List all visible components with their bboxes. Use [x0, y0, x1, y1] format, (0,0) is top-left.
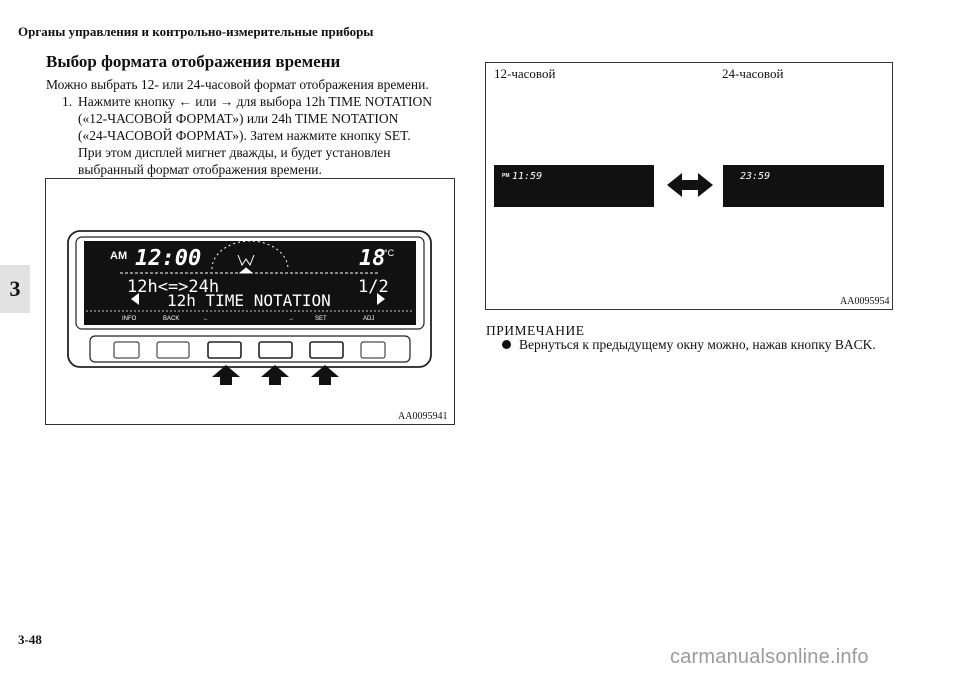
- time-12h: 11:59: [512, 171, 543, 182]
- button-set: [310, 342, 343, 358]
- figure-display-unit: [45, 178, 455, 425]
- note-item: [502, 337, 876, 353]
- button-info: [114, 342, 139, 358]
- softkey-label: ADJ: [363, 316, 375, 322]
- step-line: («12-ЧАСОВОЙ ФОРМАТ») или 24h TIME NOTATION: [78, 111, 399, 126]
- button-left: [208, 342, 241, 358]
- running-header: Органы управления и контрольно-измерительные приборы: [18, 24, 374, 39]
- step-line: При этом дисплей мигнет дважды, и будет установлен: [78, 145, 391, 160]
- figure-time-format: [485, 62, 893, 310]
- watermark: carmanualsonline.info: [670, 646, 869, 668]
- time-format-illustration: [486, 63, 892, 309]
- figure-code: AA0095941: [398, 411, 448, 422]
- label-12h: 12-часовой: [494, 66, 556, 81]
- page-number: 3-48: [18, 632, 42, 647]
- display-unit-illustration: [46, 179, 454, 424]
- softkey-label: INFO: [122, 316, 137, 322]
- chapter-number: 3: [9, 276, 21, 301]
- arrow-up-icon: [261, 365, 289, 385]
- softkey-label: SET: [315, 316, 327, 322]
- temp-unit: °C: [384, 248, 395, 258]
- softkey-label: →: [288, 316, 294, 322]
- arrow-up-icon: [311, 365, 339, 385]
- note-text: Вернуться к предыдущему окну можно, нажав кнопку BACK.: [519, 337, 876, 352]
- label-24h: 24-часовой: [722, 66, 784, 81]
- figure-code: AA0095954: [840, 296, 890, 307]
- softkey-label: ←: [203, 316, 209, 322]
- section-intro: Можно выбрать 12- или 24-часовой формат отображения времени.: [46, 77, 429, 92]
- chapter-tab: [0, 265, 30, 313]
- softkey-label: BACK: [163, 316, 180, 322]
- section-title: Выбор формата отображения времени: [46, 52, 341, 71]
- note-heading: ПРИМЕЧАНИЕ: [486, 323, 585, 338]
- step-text: [78, 93, 458, 178]
- button-adj: [361, 342, 385, 358]
- step-line: выбранный формат отображения времени.: [78, 162, 322, 177]
- step-line: («24-ЧАСОВОЙ ФОРМАТ»). Затем нажмите кнопку SET.: [78, 128, 411, 143]
- row1-right: 1/2: [358, 277, 389, 297]
- bullet-icon: [502, 340, 511, 349]
- row1-left: 12h<=>24h: [127, 277, 220, 297]
- pm-label: PM: [502, 173, 510, 179]
- temperature-readout: 18: [359, 246, 386, 271]
- time-24h: 23:59: [740, 171, 771, 182]
- double-arrow-icon: [667, 173, 713, 197]
- button-back: [157, 342, 189, 358]
- clock-readout: 12:00: [135, 246, 202, 271]
- row2-text: 12h TIME NOTATION: [167, 291, 331, 310]
- arrow-up-icon: [212, 365, 240, 385]
- step-number: 1.: [62, 94, 73, 109]
- button-right: [259, 342, 292, 358]
- step-line: Нажмите кнопку ← или → для выбора 12h TIME NOTATION: [78, 94, 432, 109]
- am-label: AM: [110, 250, 128, 262]
